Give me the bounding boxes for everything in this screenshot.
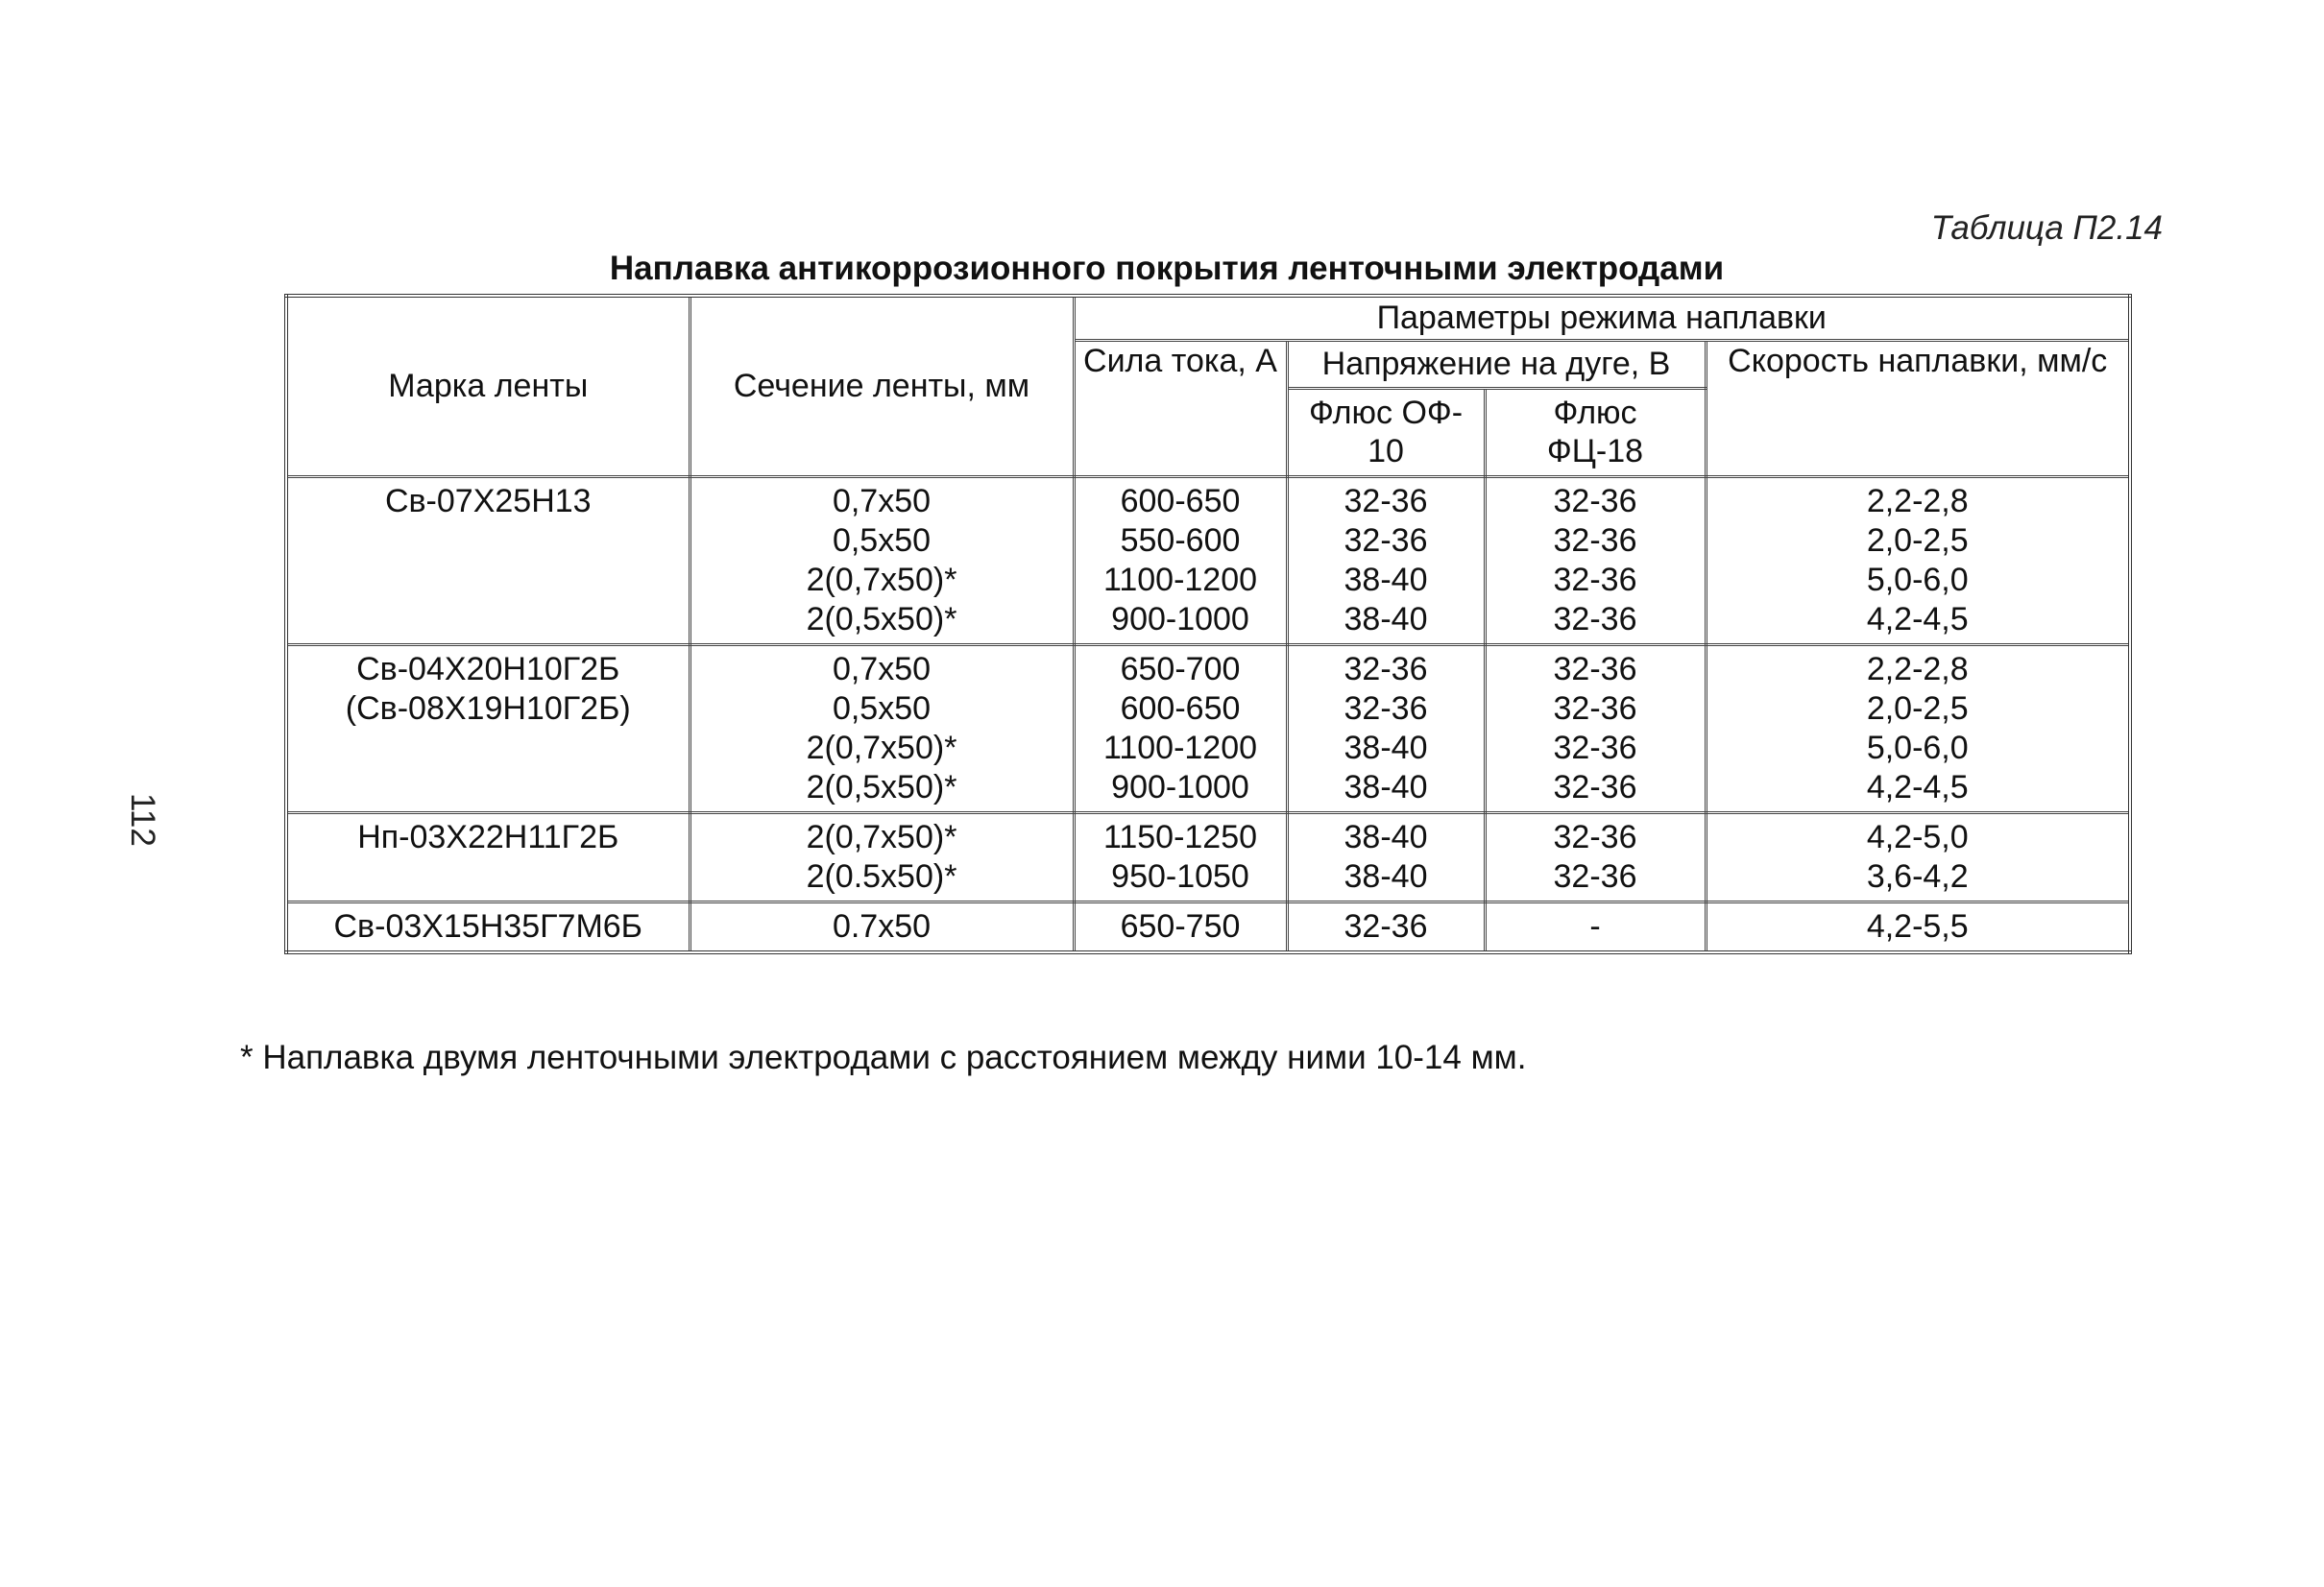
cell-line: 3,6-4,2	[1866, 857, 1969, 895]
cell-line: 950-1050	[1111, 857, 1249, 895]
table-header	[286, 296, 2130, 476]
cell-line: 1150-1250	[1102, 818, 1258, 855]
table-row	[286, 902, 2130, 952]
table-title: Наплавка антикоррозионного покрытия ленточными электродами	[609, 250, 1725, 287]
cell-line: 32-36	[1553, 600, 1637, 637]
cell-line: 32-36	[1553, 857, 1637, 895]
cell-line: 900-1000	[1111, 768, 1249, 806]
table-label: Таблица П2.14	[1930, 209, 2163, 247]
cell-flux1	[1287, 812, 1485, 902]
cell-line: 38-40	[1344, 561, 1428, 598]
cell-line: 650-750	[1120, 907, 1241, 945]
header-flux-of10	[1287, 388, 1485, 476]
cell-line: 2(0,7х50)*	[806, 729, 957, 766]
cell-flux2	[1485, 476, 1706, 644]
cell-line: 2,0-2,5	[1866, 689, 1969, 727]
cell-brand	[286, 902, 690, 952]
cell-line: 2,2-2,8	[1866, 650, 1969, 687]
cell-line: 32-36	[1553, 482, 1637, 519]
cell-brand	[286, 644, 690, 812]
header-speed: Скорость наплавки, мм/с	[1706, 340, 2130, 476]
cell-line: 32-36	[1344, 521, 1428, 559]
cell-line: 4,2-5,5	[1866, 907, 1969, 945]
cell-line: 600-650	[1120, 689, 1241, 727]
cell-line: 2(0,7х50)*	[806, 561, 957, 598]
cell-line: 4,2-5,0	[1866, 818, 1969, 855]
cell-line: 5,0-6,0	[1866, 729, 1969, 766]
cell-line: -	[1589, 907, 1601, 945]
cell-line: 5,0-6,0	[1866, 561, 1969, 598]
cell-section	[690, 902, 1074, 952]
cell-line: 32-36	[1344, 650, 1428, 687]
cell-line: 32-36	[1344, 689, 1428, 727]
cell-speed	[1706, 476, 2130, 644]
cell-line: 32-36	[1344, 482, 1428, 519]
header-flux-fc18-line1: Флюс	[1553, 395, 1637, 431]
cell-line: Нп-03Х22Н11Г2Б	[357, 818, 619, 855]
cell-section	[690, 476, 1074, 644]
cell-section	[690, 812, 1074, 902]
cell-line: Св-07Х25Н13	[384, 482, 592, 519]
footnote: * Наплавка двумя ленточными электродами с расстоянием между ними 10-14 мм.	[240, 1039, 1527, 1076]
cell-flux2	[1485, 644, 1706, 812]
cell-speed	[1706, 902, 2130, 952]
cell-current	[1074, 902, 1287, 952]
cell-line: 2(0,5х50)*	[806, 600, 957, 637]
cell-line: 38-40	[1344, 857, 1428, 895]
welding-parameters-table	[284, 294, 2132, 954]
cell-line: 0.7х50	[832, 907, 932, 945]
header-flux-of10-line2: 10	[1368, 433, 1404, 469]
cell-line: 38-40	[1344, 768, 1428, 806]
cell-line: 0,5х50	[832, 689, 932, 727]
cell-line: Св-04Х20Н10Г2Б	[356, 650, 620, 687]
cell-section	[690, 644, 1074, 812]
table-row	[286, 476, 2130, 644]
cell-flux2	[1485, 812, 1706, 902]
cell-line: 38-40	[1344, 818, 1428, 855]
page-number	[123, 793, 161, 847]
header-params: Параметры режима наплавки	[1074, 296, 2130, 340]
cell-line: 2(0,7х50)*	[806, 818, 957, 855]
cell-line: 2(0,5х50)*	[806, 768, 957, 806]
header-flux-fc18-line2: ФЦ-18	[1546, 433, 1644, 469]
cell-line: 2(0.5х50)*	[806, 857, 957, 895]
cell-line: 650-700	[1120, 650, 1241, 687]
cell-flux2	[1485, 902, 1706, 952]
cell-line: 38-40	[1344, 600, 1428, 637]
cell-line: 32-36	[1553, 650, 1637, 687]
cell-line: 2,0-2,5	[1866, 521, 1969, 559]
page-number-text: 112	[124, 793, 161, 847]
header-voltage: Напряжение на дуге, В	[1287, 340, 1706, 388]
cell-line: 1100-1200	[1102, 729, 1258, 766]
cell-line: 4,2-4,5	[1866, 600, 1969, 637]
header-section: Сечение ленты, мм	[690, 296, 1074, 476]
cell-line: 32-36	[1553, 521, 1637, 559]
cell-current	[1074, 476, 1287, 644]
cell-line: 4,2-4,5	[1866, 768, 1969, 806]
cell-line: 900-1000	[1111, 600, 1249, 637]
cell-line: Св-03Х15Н35Г7М6Б	[333, 907, 642, 945]
cell-current	[1074, 644, 1287, 812]
cell-line: (Св-08Х19Н10Г2Б)	[345, 689, 631, 727]
table-row	[286, 644, 2130, 812]
cell-line: 38-40	[1344, 729, 1428, 766]
cell-line: 32-36	[1553, 818, 1637, 855]
cell-line: 32-36	[1553, 768, 1637, 806]
cell-brand	[286, 812, 690, 902]
table-body	[286, 476, 2130, 952]
cell-line: 32-36	[1553, 561, 1637, 598]
cell-current	[1074, 812, 1287, 902]
cell-line: 2,2-2,8	[1866, 482, 1969, 519]
header-flux-of10-line1: Флюс ОФ-	[1308, 395, 1464, 431]
cell-speed	[1706, 644, 2130, 812]
cell-line: 1100-1200	[1102, 561, 1258, 598]
cell-flux1	[1287, 902, 1485, 952]
cell-line: 550-600	[1120, 521, 1241, 559]
cell-line: 0,7х50	[832, 482, 932, 519]
header-brand: Марка ленты	[286, 296, 690, 476]
cell-flux1	[1287, 476, 1485, 644]
cell-line: 0,5х50	[832, 521, 932, 559]
cell-brand	[286, 476, 690, 644]
cell-line: 32-36	[1553, 729, 1637, 766]
header-flux-fc18	[1485, 388, 1706, 476]
cell-line: 0,7х50	[832, 650, 932, 687]
cell-line: 32-36	[1344, 907, 1428, 945]
cell-line: 32-36	[1553, 689, 1637, 727]
cell-speed	[1706, 812, 2130, 902]
cell-line: 600-650	[1120, 482, 1241, 519]
table-row	[286, 812, 2130, 902]
header-current: Сила тока, А	[1074, 340, 1287, 476]
cell-flux1	[1287, 644, 1485, 812]
